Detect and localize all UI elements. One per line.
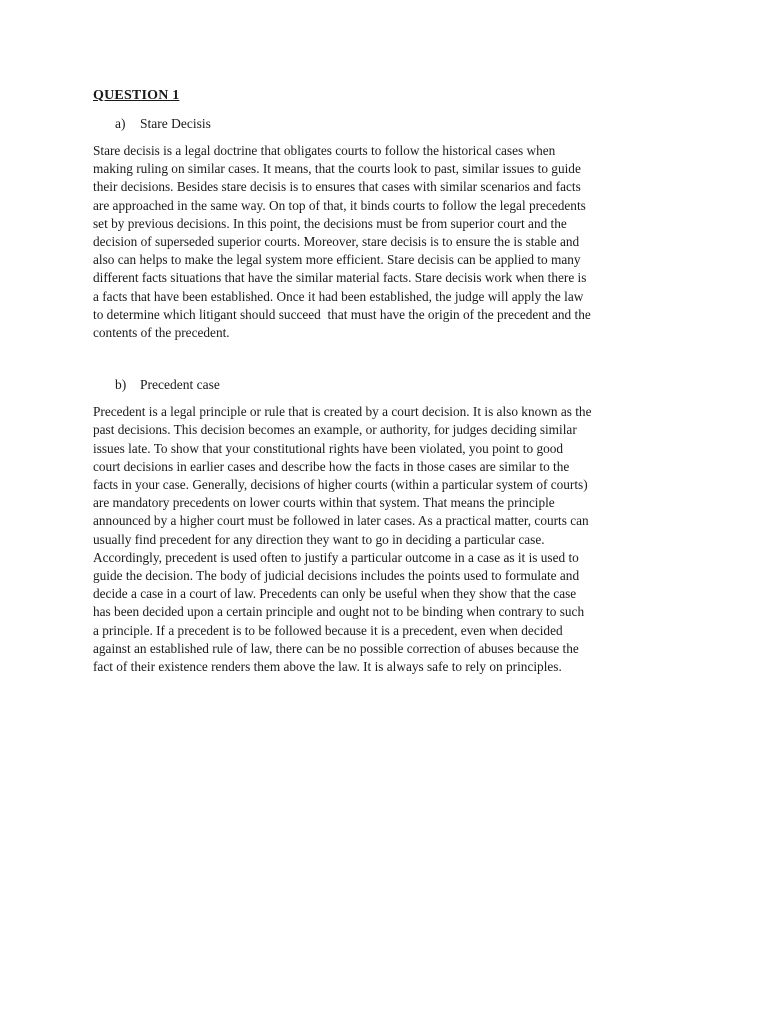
text-line: past decisions. This decision becomes an example, or authority, for judges deciding similar [93,422,577,438]
text-line: against an established rule of law, there can be no possible correction of abuses because the [93,640,579,656]
list-marker: a) [115,116,126,131]
text-line: has been decided upon a certain principle and ought not to be binding when contrary to such [93,604,585,620]
text-line: a principle. If a precedent is to be followed because it is a precedent, even when decided [93,622,563,638]
paragraph-stare-decisis [93,142,683,342]
text-line: contents of the precedent. [93,325,230,341]
text-line: Accordingly, precedent is used often to justify a particular outcome in a case as it is used to [93,549,579,565]
text-line: set by previous decisions. In this point, the decisions must be from superior court and the [93,215,567,231]
text-line: court decisions in earlier cases and describe how the facts in those cases are similar to the [93,458,570,474]
text-line: fact of their existence renders them above the law. It is always safe to rely on principles. [93,659,562,675]
section-spacer [93,342,683,376]
text-line: Precedent is a legal principle or rule that is created by a court decision. It is also known as the [93,404,592,420]
text-line: their decisions. Besides stare decisis is to ensures that cases with similar scenarios and facts [93,179,581,195]
text-line: issues late. To show that your constitutional rights have been violated, you point to good [93,440,564,456]
paragraph-precedent-case [93,403,683,676]
question-title: QUESTION 1 [93,88,180,103]
text-line: Stare decisis is a legal doctrine that obligates courts to follow the historical cases when [93,143,556,158]
text-line: making ruling on similar cases. It means, that the courts look to past, similar issues to guide [93,161,581,177]
text-line: decide a case in a court of law. Precedents can only be useful when they show that the case [93,586,577,602]
section-heading-label: Precedent case [140,377,220,393]
text-line: usually find precedent for any direction they want to go in deciding a particular case. [93,531,545,547]
text-line: announced by a higher court must be followed in later cases. As a practical matter, courts can [93,513,589,529]
section-heading-label: Stare Decisis [140,116,211,131]
text-line: different facts situations that have the similar material facts. Stare decisis work when there is [93,270,587,286]
text-line: guide the decision. The body of judicial decisions includes the points used to formulate and [93,568,580,584]
section-heading-precedent-case [93,376,683,394]
list-marker: b) [115,377,127,393]
text-line: facts in your case. Generally, decisions of higher courts (within a particular system of courts) [93,477,588,493]
text-line: are mandatory precedents on lower courts within that system. That means the principle [93,495,555,511]
section-heading-stare-decisis [93,115,683,133]
text-line: to determine which litigant should succeed that must have the origin of the precedent and the [93,306,591,322]
text-line: also can helps to make the legal system more efficient. Stare decisis can be applied to many [93,252,581,268]
document-content [93,86,683,676]
text-line: a facts that have been established. Once it had been established, the judge will apply the law [93,288,584,304]
text-line: decision of superseded superior courts. Moreover, stare decisis is to ensure the is stable and [93,234,580,250]
text-line: are approached in the same way. On top of that, it binds courts to follow the legal precedents [93,197,586,213]
